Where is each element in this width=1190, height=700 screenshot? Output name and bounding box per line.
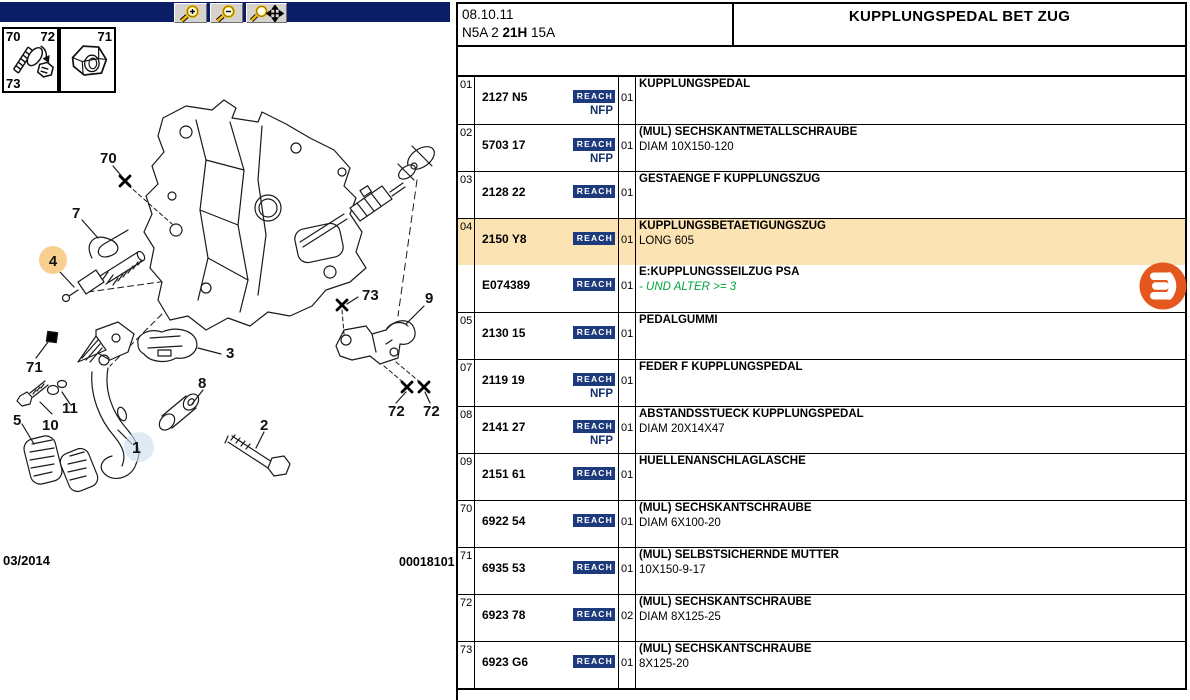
- row-index: 08: [458, 407, 475, 453]
- part-title: KUPPLUNGSPEDAL: [639, 78, 751, 90]
- brand-logo: [1139, 262, 1187, 310]
- header-code: N5A 2 21H 15A: [462, 25, 556, 40]
- part-number: 2119 19: [482, 373, 525, 387]
- part-title: (MUL) SECHSKANTSCHRAUBE: [639, 596, 812, 608]
- logo-curve: [1169, 276, 1173, 296]
- part-title: PEDALGUMMI: [639, 314, 718, 326]
- part-cell: [475, 642, 619, 688]
- part-detail: LONG 605: [639, 235, 694, 247]
- quantity: 01: [619, 501, 636, 547]
- part-title: HUELLENANSCHLAGLASCHE: [639, 455, 806, 467]
- row-index: 07: [458, 360, 475, 406]
- table-row[interactable]: [458, 641, 1185, 688]
- part-cell: [475, 548, 619, 594]
- part-title: (MUL) SECHSKANTSCHRAUBE: [639, 502, 812, 514]
- part-cell: [475, 219, 619, 265]
- part-cell: [475, 125, 619, 171]
- quantity: 01: [619, 454, 636, 500]
- reach-badge[interactable]: REACH: [573, 185, 615, 198]
- row-index: 70: [458, 501, 475, 547]
- description-cell: [636, 77, 1185, 124]
- part-detail: DIAM 8X125-25: [639, 611, 721, 623]
- reach-badge[interactable]: REACH: [573, 138, 615, 151]
- table-row[interactable]: [458, 453, 1185, 500]
- part-title: (MUL) SELBSTSICHERNDE MUTTER: [639, 549, 839, 561]
- header-codes: [458, 4, 734, 45]
- part-number: 6922 54: [482, 514, 526, 528]
- part-title: FEDER F KUPPLUNGSPEDAL: [639, 361, 803, 373]
- table-row[interactable]: [458, 359, 1185, 406]
- part-detail: DIAM 10X150-120: [639, 141, 734, 153]
- description-cell: [636, 642, 1185, 688]
- quantity: 01: [619, 642, 636, 688]
- callout-71[interactable]: 71: [26, 359, 43, 376]
- part-cell: [475, 407, 619, 453]
- reach-badge[interactable]: REACH: [573, 373, 615, 386]
- quantity: 01: [619, 77, 636, 124]
- part-title: E:KUPPLUNGSSEILZUG PSA: [639, 266, 800, 278]
- legend-label: 72: [40, 29, 55, 44]
- table-row[interactable]: [458, 124, 1185, 171]
- legend-label: 70: [6, 29, 21, 44]
- description-cell: [636, 219, 1185, 265]
- table-row[interactable]: [458, 218, 1185, 265]
- parts-table: [456, 2, 1187, 690]
- callout-1[interactable]: 1: [132, 440, 141, 457]
- part-cell: [475, 265, 619, 312]
- part-cell: [475, 172, 619, 218]
- part-number: 6923 78: [482, 608, 526, 622]
- part-title: (MUL) SECHSKANTMETALLSCHRAUBE: [639, 126, 858, 138]
- quantity: 01: [619, 172, 636, 218]
- description-cell: [636, 407, 1185, 453]
- part-cell: [475, 360, 619, 406]
- quantity: 01: [619, 407, 636, 453]
- row-index: 03: [458, 172, 475, 218]
- part-number: 2151 61: [482, 467, 526, 481]
- part-cell: [475, 313, 619, 359]
- part-title: KUPPLUNGSBETAETIGUNGSZUG: [639, 220, 826, 232]
- part-number: 2130 15: [482, 326, 526, 340]
- part-number: 2128 22: [482, 185, 526, 199]
- legend-label: 71: [97, 29, 112, 44]
- reach-badge[interactable]: REACH: [573, 561, 615, 574]
- row-index: 05: [458, 313, 475, 359]
- table-row[interactable]: [458, 265, 1185, 312]
- part-detail: 8X125-20: [639, 658, 689, 670]
- table-row[interactable]: [458, 171, 1185, 218]
- quantity: 01: [619, 548, 636, 594]
- description-cell: [636, 265, 1185, 312]
- part-title: ABSTANDSSTUECK KUPPLUNGSPEDAL: [639, 408, 864, 420]
- part-detail: DIAM 6X100-20: [639, 517, 721, 529]
- part-detail: - UND ALTER >= 3: [639, 281, 737, 293]
- nfp-flag: NFP: [590, 388, 613, 400]
- reach-badge[interactable]: REACH: [573, 232, 615, 245]
- callout-72a[interactable]: 72: [388, 403, 405, 420]
- reach-badge[interactable]: REACH: [573, 278, 615, 291]
- part-number: E074389: [482, 278, 531, 292]
- part-number: 5703 17: [482, 138, 526, 152]
- row-index: [458, 265, 475, 312]
- quantity: 01: [619, 265, 636, 312]
- header-gap: [458, 47, 1185, 75]
- exploded-diagram: [0, 0, 455, 700]
- callout-9[interactable]: 9: [425, 290, 434, 307]
- table-border-tail: [456, 686, 458, 700]
- row-index: 71: [458, 548, 475, 594]
- callout-8[interactable]: 8: [198, 375, 207, 392]
- description-cell: [636, 360, 1185, 406]
- footer-date: 03/2014: [3, 553, 50, 568]
- description-cell: [636, 125, 1185, 171]
- reach-badge[interactable]: REACH: [573, 608, 615, 621]
- legend-label: 73: [6, 76, 21, 91]
- part-detail: 10X150-9-17: [639, 564, 706, 576]
- part-number: 2127 N5: [482, 90, 528, 104]
- row-index: 02: [458, 125, 475, 171]
- callout-7[interactable]: 7: [72, 205, 81, 222]
- callout-10[interactable]: 10: [42, 417, 59, 434]
- callout-73[interactable]: 73: [362, 287, 379, 304]
- description-cell: [636, 595, 1185, 641]
- part-cell: [475, 454, 619, 500]
- part-title: GESTAENGE F KUPPLUNGSZUG: [639, 173, 821, 185]
- callout-11[interactable]: 11: [62, 400, 78, 417]
- table-row[interactable]: [458, 312, 1185, 359]
- callout-72b[interactable]: 72: [423, 403, 440, 420]
- callout-4[interactable]: 4: [48, 253, 58, 270]
- description-cell: [636, 548, 1185, 594]
- row-index: 04: [458, 219, 475, 265]
- part-number: 2150 Y8: [482, 232, 527, 246]
- table-body: [458, 75, 1185, 688]
- table-row[interactable]: [458, 77, 1185, 124]
- reach-badge[interactable]: REACH: [573, 467, 615, 480]
- part-cell: [475, 595, 619, 641]
- part-number: 6935 53: [482, 561, 526, 575]
- part-title: (MUL) SECHSKANTSCHRAUBE: [639, 643, 812, 655]
- part-number: 2141 27: [482, 420, 526, 434]
- quantity: 01: [619, 125, 636, 171]
- description-cell: [636, 501, 1185, 547]
- nfp-flag: NFP: [590, 153, 613, 165]
- header-date: 08.10.11: [462, 7, 514, 22]
- callout-5[interactable]: 5: [13, 412, 22, 429]
- part-detail: DIAM 20X14X47: [639, 423, 725, 435]
- description-cell: [636, 172, 1185, 218]
- quantity: 01: [619, 360, 636, 406]
- reach-badge[interactable]: REACH: [573, 90, 615, 103]
- row-index: 72: [458, 595, 475, 641]
- callout-2[interactable]: 2: [260, 417, 269, 434]
- description-cell: [636, 454, 1185, 500]
- table-header: [458, 4, 1185, 47]
- part-number: 6923 G6: [482, 655, 529, 669]
- reach-badge[interactable]: REACH: [573, 514, 615, 527]
- drawing-number: 00018101: [399, 555, 455, 569]
- quantity: 01: [619, 313, 636, 359]
- table-row[interactable]: [458, 547, 1185, 594]
- row-index: 09: [458, 454, 475, 500]
- part-cell: [475, 77, 619, 124]
- callout-70[interactable]: 70: [100, 150, 117, 167]
- table-row[interactable]: [458, 500, 1185, 547]
- row-index: 73: [458, 642, 475, 688]
- table-row[interactable]: [458, 594, 1185, 641]
- reach-badge[interactable]: REACH: [573, 655, 615, 668]
- description-cell: [636, 313, 1185, 359]
- part-cell: [475, 501, 619, 547]
- nfp-flag: NFP: [590, 435, 613, 447]
- row-index: 01: [458, 77, 475, 124]
- nfp-flag: NFP: [590, 105, 613, 117]
- callout-3[interactable]: 3: [226, 345, 235, 362]
- reach-badge[interactable]: REACH: [573, 420, 615, 433]
- page-title: KUPPLUNGSPEDAL BET ZUG: [848, 8, 1071, 25]
- quantity: 01: [619, 219, 636, 265]
- table-row[interactable]: [458, 406, 1185, 453]
- quantity: 02: [619, 595, 636, 641]
- reach-badge[interactable]: REACH: [573, 326, 615, 339]
